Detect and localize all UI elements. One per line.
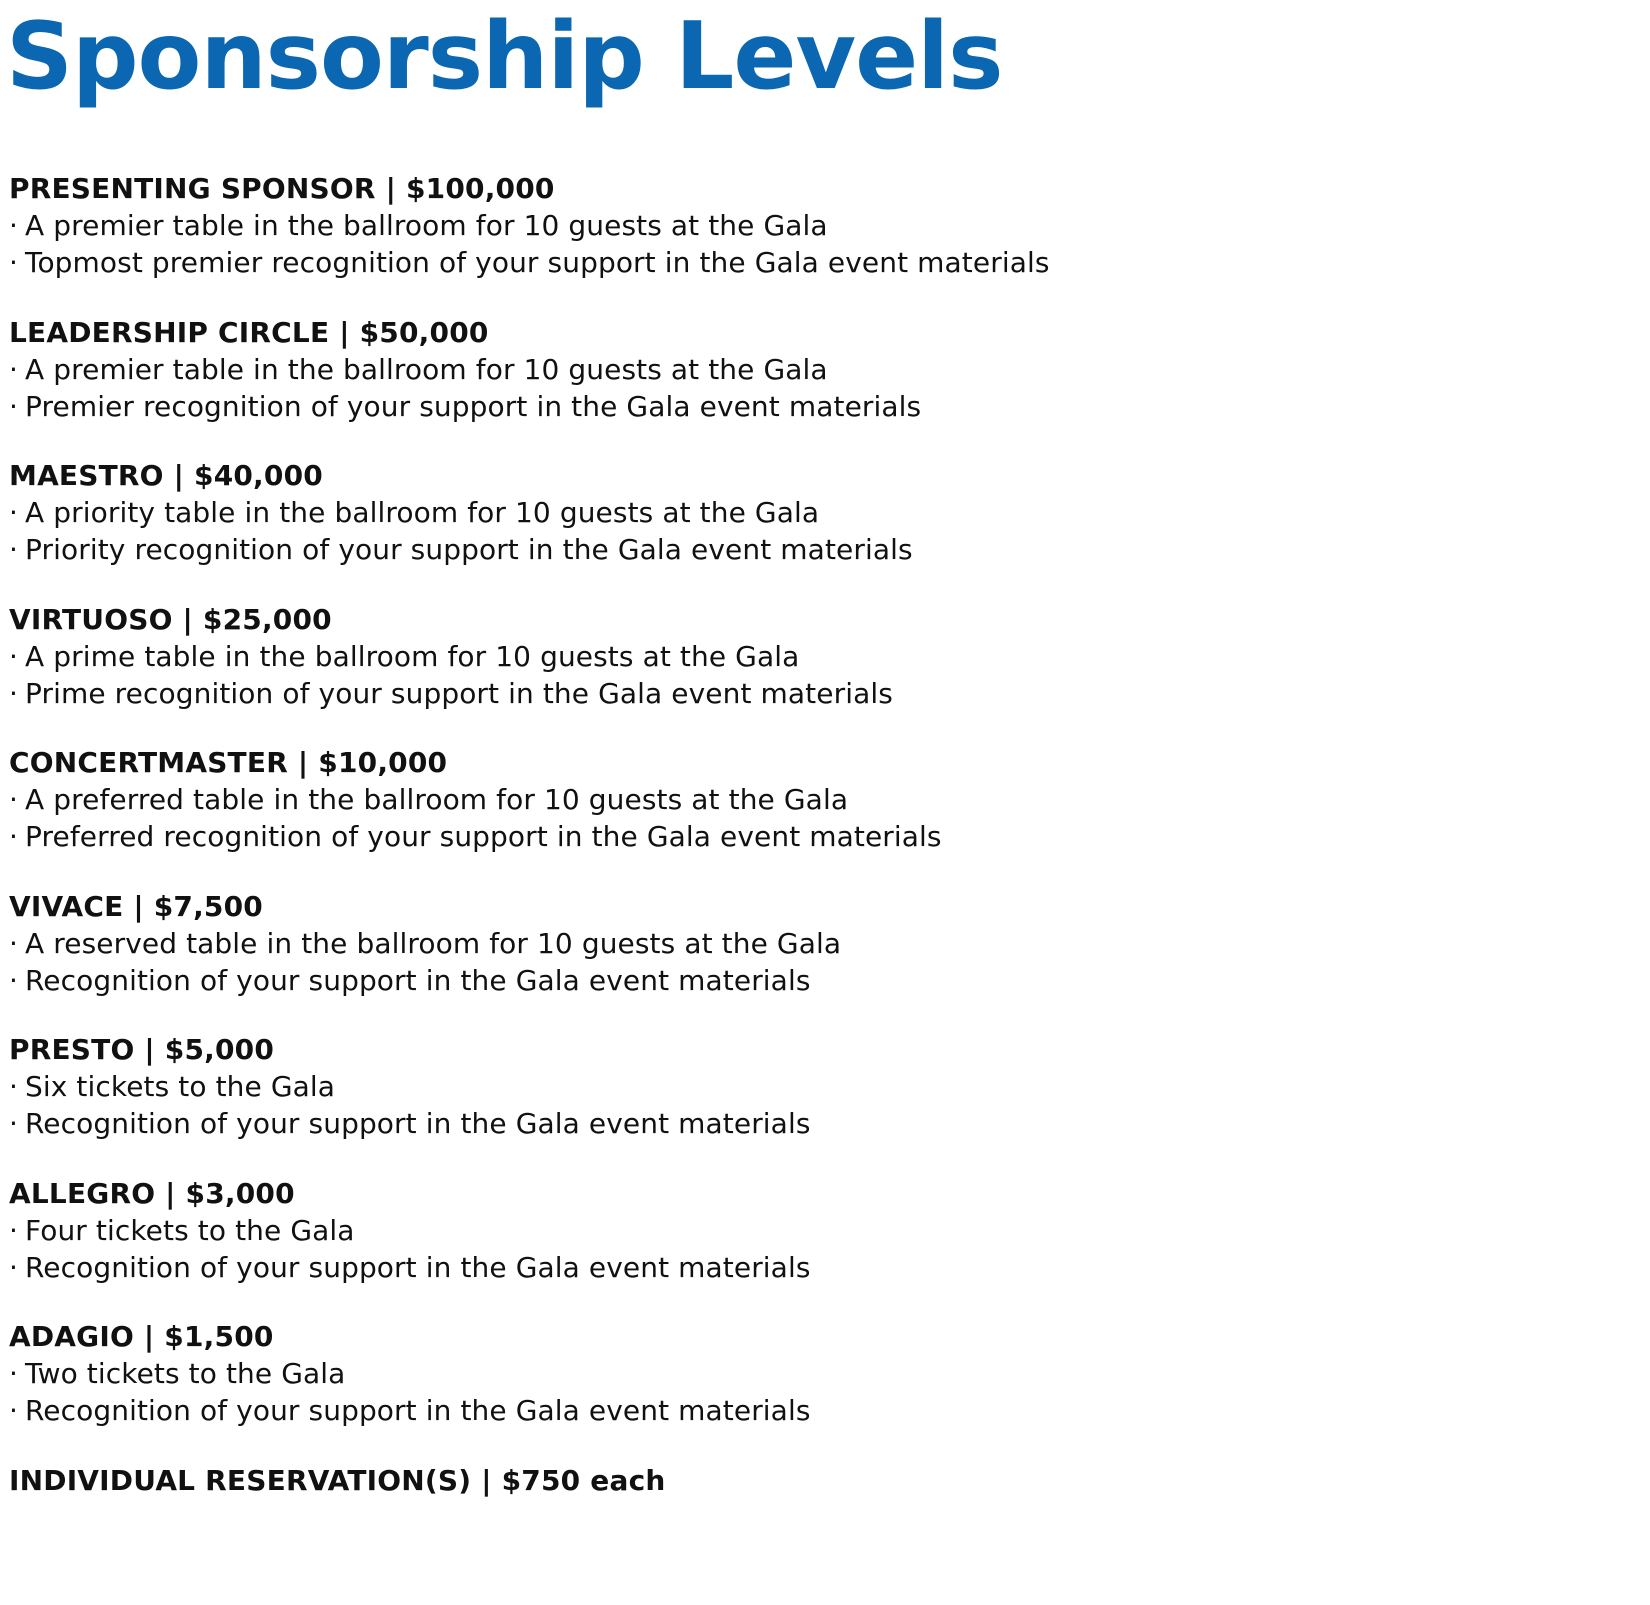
benefit-text: Four tickets to the Gala — [25, 1214, 355, 1247]
benefit-item — [9, 1105, 1050, 1142]
benefit-text: Priority recognition of your support in the Gala event materials — [25, 533, 913, 566]
benefit-text: Recognition of your support in the Gala event materials — [25, 1394, 811, 1427]
level-leadership-circle — [9, 314, 1050, 458]
bullet-icon: · — [9, 1392, 25, 1429]
bullet-icon: · — [9, 351, 25, 388]
bullet-icon: · — [9, 1249, 25, 1286]
benefit-text: Preferred recognition of your support in the Gala event materials — [25, 820, 942, 853]
benefit-text: A premier table in the ballroom for 10 guests at the Gala — [25, 353, 828, 386]
benefit-item — [9, 925, 1050, 962]
page-title: Sponsorship Levels — [6, 10, 1626, 122]
level-heading: CONCERTMASTER | $10,000 — [9, 744, 1050, 781]
level-heading: MAESTRO | $40,000 — [9, 457, 1050, 494]
bullet-icon: · — [9, 244, 25, 281]
benefit-text: Prime recognition of your support in the Gala event materials — [25, 677, 893, 710]
benefit-text: Recognition of your support in the Gala event materials — [25, 964, 811, 997]
level-heading: ADAGIO | $1,500 — [9, 1318, 1050, 1355]
level-heading: PRESTO | $5,000 — [9, 1031, 1050, 1068]
benefit-text: A premier table in the ballroom for 10 guests at the Gala — [25, 209, 828, 242]
benefit-item — [9, 388, 1050, 425]
level-virtuoso — [9, 601, 1050, 745]
sponsorship-document — [6, 0, 1626, 122]
bullet-icon: · — [9, 1105, 25, 1142]
benefit-item — [9, 675, 1050, 712]
level-allegro — [9, 1175, 1050, 1319]
level-heading: ALLEGRO | $3,000 — [9, 1175, 1050, 1212]
benefit-text: Premier recognition of your support in the Gala event materials — [25, 390, 921, 423]
level-presto — [9, 1031, 1050, 1175]
benefit-text: Six tickets to the Gala — [25, 1070, 335, 1103]
benefit-item — [9, 494, 1050, 531]
bullet-icon: · — [9, 925, 25, 962]
benefit-text: Topmost premier recognition of your support in the Gala event materials — [25, 246, 1050, 279]
benefit-item — [9, 244, 1050, 281]
bullet-icon: · — [9, 818, 25, 855]
level-concertmaster — [9, 744, 1050, 888]
bullet-icon: · — [9, 781, 25, 818]
bullet-icon: · — [9, 1355, 25, 1392]
benefit-text: Recognition of your support in the Gala event materials — [25, 1107, 811, 1140]
benefit-item — [9, 207, 1050, 244]
benefit-text: A reserved table in the ballroom for 10 guests at the Gala — [25, 927, 841, 960]
benefit-item — [9, 1355, 1050, 1392]
bullet-icon: · — [9, 1068, 25, 1105]
level-heading: LEADERSHIP CIRCLE | $50,000 — [9, 314, 1050, 351]
level-individual-reservation — [9, 1462, 1050, 1605]
level-adagio — [9, 1318, 1050, 1462]
bullet-icon: · — [9, 638, 25, 675]
benefit-text: A prime table in the ballroom for 10 guests at the Gala — [25, 640, 799, 673]
benefit-item — [9, 818, 1050, 855]
benefit-item — [9, 1249, 1050, 1286]
benefit-text: A priority table in the ballroom for 10 guests at the Gala — [25, 496, 819, 529]
benefit-text: Two tickets to the Gala — [25, 1357, 345, 1390]
bullet-icon: · — [9, 494, 25, 531]
benefit-text: A preferred table in the ballroom for 10 guests at the Gala — [25, 783, 848, 816]
benefit-item — [9, 962, 1050, 999]
sponsorship-level-list — [9, 170, 1050, 1605]
level-maestro — [9, 457, 1050, 601]
bullet-icon: · — [9, 962, 25, 999]
benefit-item — [9, 531, 1050, 568]
bullet-icon: · — [9, 388, 25, 425]
benefit-item — [9, 638, 1050, 675]
benefit-item — [9, 351, 1050, 388]
level-heading: VIVACE | $7,500 — [9, 888, 1050, 925]
level-vivace — [9, 888, 1050, 1032]
benefit-item — [9, 1392, 1050, 1429]
bullet-icon: · — [9, 207, 25, 244]
benefit-item — [9, 1212, 1050, 1249]
bullet-icon: · — [9, 1212, 25, 1249]
bullet-icon: · — [9, 531, 25, 568]
level-heading: INDIVIDUAL RESERVATION(S) | $750 each — [9, 1462, 1050, 1499]
level-heading: VIRTUOSO | $25,000 — [9, 601, 1050, 638]
benefit-item — [9, 1068, 1050, 1105]
bullet-icon: · — [9, 675, 25, 712]
level-heading: PRESENTING SPONSOR | $100,000 — [9, 170, 1050, 207]
level-presenting-sponsor — [9, 170, 1050, 314]
benefit-item — [9, 781, 1050, 818]
benefit-text: Recognition of your support in the Gala event materials — [25, 1251, 811, 1284]
